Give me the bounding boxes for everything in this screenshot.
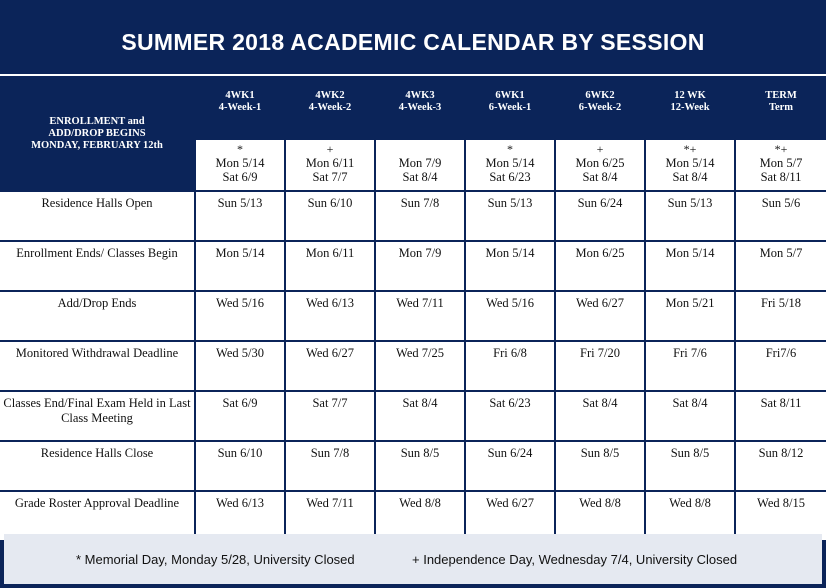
holiday-symbol: *+ xyxy=(774,142,788,156)
date-cell: Sat 6/9 xyxy=(194,390,284,440)
holiday-symbol: * xyxy=(507,142,513,156)
date-cell: Wed 8/8 xyxy=(374,490,464,540)
date-cell: Sat 7/7 xyxy=(284,390,374,440)
date-cell: Sun 8/5 xyxy=(374,440,464,490)
session-start-date: Mon 6/25 xyxy=(575,156,625,170)
date-cell: Wed 6/13 xyxy=(284,290,374,340)
session-date-range xyxy=(374,138,464,190)
date-cell: Mon 6/25 xyxy=(554,240,644,290)
session-name: 6-Week-1 xyxy=(488,102,532,113)
session-date-range xyxy=(644,138,734,190)
session-code: 6WK2 xyxy=(585,90,615,101)
date-cell: Wed 7/25 xyxy=(374,340,464,390)
session-header xyxy=(464,76,554,138)
date-cell: Sat 8/11 xyxy=(734,390,826,440)
date-cell: Sun 7/8 xyxy=(374,190,464,240)
calendar-row xyxy=(0,390,826,440)
calendar-row xyxy=(0,240,826,290)
session-code: 6WK1 xyxy=(495,90,525,101)
row-label: Residence Halls Close xyxy=(0,440,194,490)
session-end-date: Sat 8/4 xyxy=(582,170,618,184)
session-header xyxy=(554,76,644,138)
date-cell: Mon 5/14 xyxy=(194,240,284,290)
calendar-row xyxy=(0,440,826,490)
date-cell: Mon 5/14 xyxy=(644,240,734,290)
session-date-range xyxy=(194,138,284,190)
session-date-range xyxy=(284,138,374,190)
date-cell: Sun 6/24 xyxy=(554,190,644,240)
date-cell: Sun 5/6 xyxy=(734,190,826,240)
date-cell: Mon 7/9 xyxy=(374,240,464,290)
date-cell: Wed 5/30 xyxy=(194,340,284,390)
session-header xyxy=(644,76,734,138)
date-cell: Fri 7/6 xyxy=(644,340,734,390)
session-code: 4WK1 xyxy=(225,90,255,101)
session-header xyxy=(374,76,464,138)
session-end-date: Sat 8/11 xyxy=(760,170,802,184)
date-cell: Wed 6/27 xyxy=(464,490,554,540)
session-date-range xyxy=(464,138,554,190)
row-label: Residence Halls Open xyxy=(0,190,194,240)
session-code: 4WK2 xyxy=(315,90,345,101)
date-cell: Sun 5/13 xyxy=(194,190,284,240)
session-start-date: Mon 5/14 xyxy=(215,156,265,170)
date-cell: Sun 5/13 xyxy=(644,190,734,240)
footnote-independence-day: + Independence Day, Wednesday 7/4, University Closed xyxy=(412,552,738,567)
session-name: 4-Week-2 xyxy=(308,102,352,113)
holiday-symbol xyxy=(376,142,464,156)
date-cell: Sun 6/24 xyxy=(464,440,554,490)
footnote-memorial-day: * Memorial Day, Monday 5/28, University Closed xyxy=(76,552,355,567)
date-cell: Sun 8/5 xyxy=(554,440,644,490)
holiday-symbol: * xyxy=(237,142,243,156)
session-start-date: Mon 5/14 xyxy=(665,156,715,170)
date-cell: Fri7/6 xyxy=(734,340,826,390)
date-cell: Mon 5/14 xyxy=(464,240,554,290)
date-cell: Sat 8/4 xyxy=(554,390,644,440)
date-cell: Fri 5/18 xyxy=(734,290,826,340)
session-end-date: Sat 7/7 xyxy=(312,170,348,184)
header-row xyxy=(0,76,826,138)
date-cell: Wed 8/15 xyxy=(734,490,826,540)
session-name: 6-Week-2 xyxy=(578,102,622,113)
session-header xyxy=(194,76,284,138)
session-name: 4-Week-3 xyxy=(398,102,442,113)
page-title: SUMMER 2018 ACADEMIC CALENDAR BY SESSION xyxy=(0,0,826,74)
date-cell: Wed 5/16 xyxy=(464,290,554,340)
session-code: TERM xyxy=(765,90,797,101)
calendar-row xyxy=(0,490,826,540)
calendar-row xyxy=(0,340,826,390)
session-end-date: Sat 8/4 xyxy=(672,170,708,184)
date-cell: Wed 5/16 xyxy=(194,290,284,340)
date-cell: Mon 5/7 xyxy=(734,240,826,290)
row-label: Classes End/Final Exam Held in Last Class Meeting xyxy=(0,390,194,440)
session-name: 4-Week-1 xyxy=(218,102,262,113)
date-cell: Sat 8/4 xyxy=(644,390,734,440)
session-start-date: Mon 5/7 xyxy=(759,156,803,170)
date-cell: Sat 8/4 xyxy=(374,390,464,440)
holiday-symbol: + xyxy=(326,142,334,156)
session-end-date: Sat 6/9 xyxy=(222,170,258,184)
date-cell: Wed 6/27 xyxy=(554,290,644,340)
date-cell: Sun 7/8 xyxy=(284,440,374,490)
date-cell: Wed 8/8 xyxy=(644,490,734,540)
date-cell: Fri 7/20 xyxy=(554,340,644,390)
row-label: Grade Roster Approval Deadline xyxy=(0,490,194,540)
date-cell: Fri 6/8 xyxy=(464,340,554,390)
calendar-row xyxy=(0,290,826,340)
date-cell: Mon 6/11 xyxy=(284,240,374,290)
session-header xyxy=(734,76,826,138)
session-start-date: Mon 7/9 xyxy=(398,156,442,170)
session-end-date: Sat 8/4 xyxy=(402,170,438,184)
calendar-row xyxy=(0,190,826,240)
date-cell: Sun 8/12 xyxy=(734,440,826,490)
date-cell: Mon 5/21 xyxy=(644,290,734,340)
session-header xyxy=(284,76,374,138)
session-name: Term xyxy=(768,102,794,113)
holiday-symbol: *+ xyxy=(683,142,697,156)
session-end-date: Sat 6/23 xyxy=(489,170,531,184)
session-code: 12 WK xyxy=(674,90,706,101)
date-cell: Sat 6/23 xyxy=(464,390,554,440)
date-cell: Sun 8/5 xyxy=(644,440,734,490)
session-start-date: Mon 6/11 xyxy=(305,156,355,170)
session-start-date: Mon 5/14 xyxy=(485,156,535,170)
enrollment-begins-label xyxy=(0,76,194,190)
row-label: Add/Drop Ends xyxy=(0,290,194,340)
date-cell: Sun 6/10 xyxy=(284,190,374,240)
date-cell: Wed 6/27 xyxy=(284,340,374,390)
holiday-symbol: + xyxy=(596,142,604,156)
session-name: 12-Week xyxy=(670,102,710,113)
row-label: Enrollment Ends/ Classes Begin xyxy=(0,240,194,290)
date-cell: Sun 6/10 xyxy=(194,440,284,490)
calendar-table xyxy=(0,76,826,540)
row-label: Monitored Withdrawal Deadline xyxy=(0,340,194,390)
corner-line-1: ENROLLMENT and xyxy=(49,116,145,127)
date-cell: Sun 5/13 xyxy=(464,190,554,240)
corner-line-2: ADD/DROP BEGINS xyxy=(48,128,146,139)
corner-line-3: MONDAY, FEBRUARY 12th xyxy=(31,140,163,151)
date-cell: Wed 6/13 xyxy=(194,490,284,540)
session-date-range xyxy=(734,138,826,190)
date-cell: Wed 8/8 xyxy=(554,490,644,540)
date-cell: Wed 7/11 xyxy=(284,490,374,540)
footnotes-bar xyxy=(4,534,822,584)
date-cell: Wed 7/11 xyxy=(374,290,464,340)
session-code: 4WK3 xyxy=(405,90,435,101)
session-date-range xyxy=(554,138,644,190)
